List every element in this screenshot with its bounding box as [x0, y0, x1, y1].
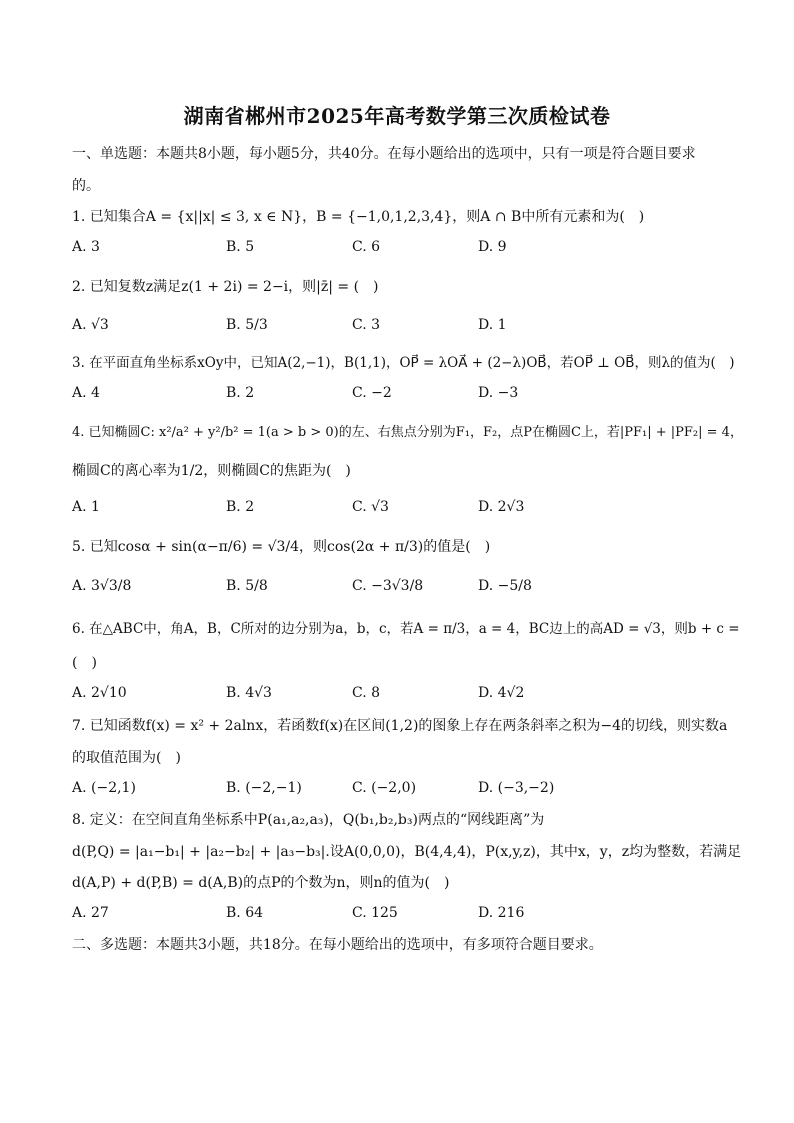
section-2-header: 二、多选题：本题共3小题，共18分。在每小题给出的选项中，有多项符合题目要求。: [72, 937, 603, 953]
question-5-stem: 5. 已知cosα + sin(α−π/6) = √3/4，则cos(2α + π/3)的值是( ): [72, 539, 491, 555]
question-8-stem-cont: d(P,Q) = |a₁−b₁| + |a₂−b₂| + |a₃−b₃|.设A(0,0,0)，B(4,4,4)，P(x,y,z)，其中x，y，z均为整数，若满足: [72, 844, 742, 860]
question-3-options: [72, 385, 732, 403]
option-c: C. −3√3/8: [352, 578, 424, 594]
option-d: D. 4√2: [478, 685, 525, 701]
question-6-stem-cont: ( ): [72, 655, 97, 671]
option-d: D. 9: [478, 239, 507, 255]
option-d: D. (−3,−2): [478, 780, 555, 796]
option-b: B. 64: [226, 905, 264, 921]
option-a: A. 1: [72, 499, 100, 515]
option-a: A. 4: [72, 385, 100, 401]
option-b: B. (−2,−1): [226, 780, 302, 796]
option-c: C. (−2,0): [352, 780, 417, 796]
option-d: D. −5/8: [478, 578, 532, 594]
question-7-stem-cont: 的取值范围为( ): [72, 750, 181, 766]
question-4-options: [72, 499, 732, 517]
option-d: D. 216: [478, 905, 525, 921]
question-6-stem: 6. 在△ABC中，角A，B，C所对的边分别为a，b，c，若A = π/3，a = 4，BC边上的高AD = √3，则b + c =: [72, 621, 740, 637]
question-8-options: [72, 905, 732, 923]
question-1-options: [72, 239, 732, 257]
option-c: C. 6: [352, 239, 381, 255]
option-a: A. 27: [72, 905, 109, 921]
question-2-stem: 2. 已知复数z满足z(1 + 2i) = 2−i，则|z̄| = ( ): [72, 279, 379, 295]
option-a: A. 3√3/8: [72, 578, 132, 594]
question-1-stem: 1. 已知集合A = {x||x| ≤ 3, x ∈ N}，B = {−1,0,1,2,3,4}，则A ∩ B中所有元素和为( ): [72, 209, 645, 225]
option-d: D. 2√3: [478, 499, 525, 515]
section-1-header: 一、单选题：本题共8小题，每小题5分，共40分。在每小题给出的选项中，只有一项是符合题目要求: [72, 146, 696, 162]
option-d: D. 1: [478, 317, 507, 333]
option-d: D. −3: [478, 385, 519, 401]
section-1-header-cont: 的。: [72, 178, 100, 194]
option-b: B. 2: [226, 385, 255, 401]
option-a: A. 2√10: [72, 685, 127, 701]
option-a: A. √3: [72, 317, 109, 333]
question-8-stem: 8. 定义：在空间直角坐标系中P(a₁,a₂,a₃)，Q(b₁,b₂,b₃)两点的“网线距离”为: [72, 812, 545, 828]
question-4-stem: 4. 已知椭圆C: x²/a² + y²/b² = 1(a > b > 0)的左、右焦点分别为F₁，F₂，点P在椭圆C上，若|PF₁| + |PF₂| = 4，: [72, 425, 743, 440]
option-b: B. 2: [226, 499, 255, 515]
question-5-options: [72, 578, 732, 596]
option-b: B. 5/8: [226, 578, 268, 594]
option-b: B. 5: [226, 239, 255, 255]
question-3-stem: 3. 在平面直角坐标系xOy中，已知A(2,−1)，B(1,1)，OP⃗ = λOA⃗ + (2−λ)OB⃗，若OP⃗ ⊥ OB⃗，则λ的值为( ): [72, 355, 735, 371]
option-b: B. 4√3: [226, 685, 272, 701]
option-a: A. (−2,1): [72, 780, 136, 796]
option-b: B. 5/3: [226, 317, 268, 333]
option-c: C. 125: [352, 905, 398, 921]
option-c: C. 3: [352, 317, 381, 333]
option-c: C. −2: [352, 385, 392, 401]
question-8-stem-cont2: d(A,P) + d(P,B) = d(A,B)的点P的个数为n，则n的值为( ): [72, 875, 450, 891]
page-title: 湖南省郴州市2025年高考数学第三次质检试卷: [183, 104, 611, 128]
question-4-stem-cont: 椭圆C的离心率为1/2，则椭圆C的焦距为( ): [72, 463, 351, 479]
question-7-stem: 7. 已知函数f(x) = x² + 2alnx，若函数f(x)在区间(1,2)的图象上存在两条斜率之积为−4的切线，则实数a: [72, 718, 728, 734]
question-7-options: [72, 780, 732, 798]
option-a: A. 3: [72, 239, 100, 255]
option-c: C. 8: [352, 685, 381, 701]
option-c: C. √3: [352, 499, 389, 515]
question-2-options: [72, 317, 732, 335]
question-6-options: [72, 685, 732, 703]
